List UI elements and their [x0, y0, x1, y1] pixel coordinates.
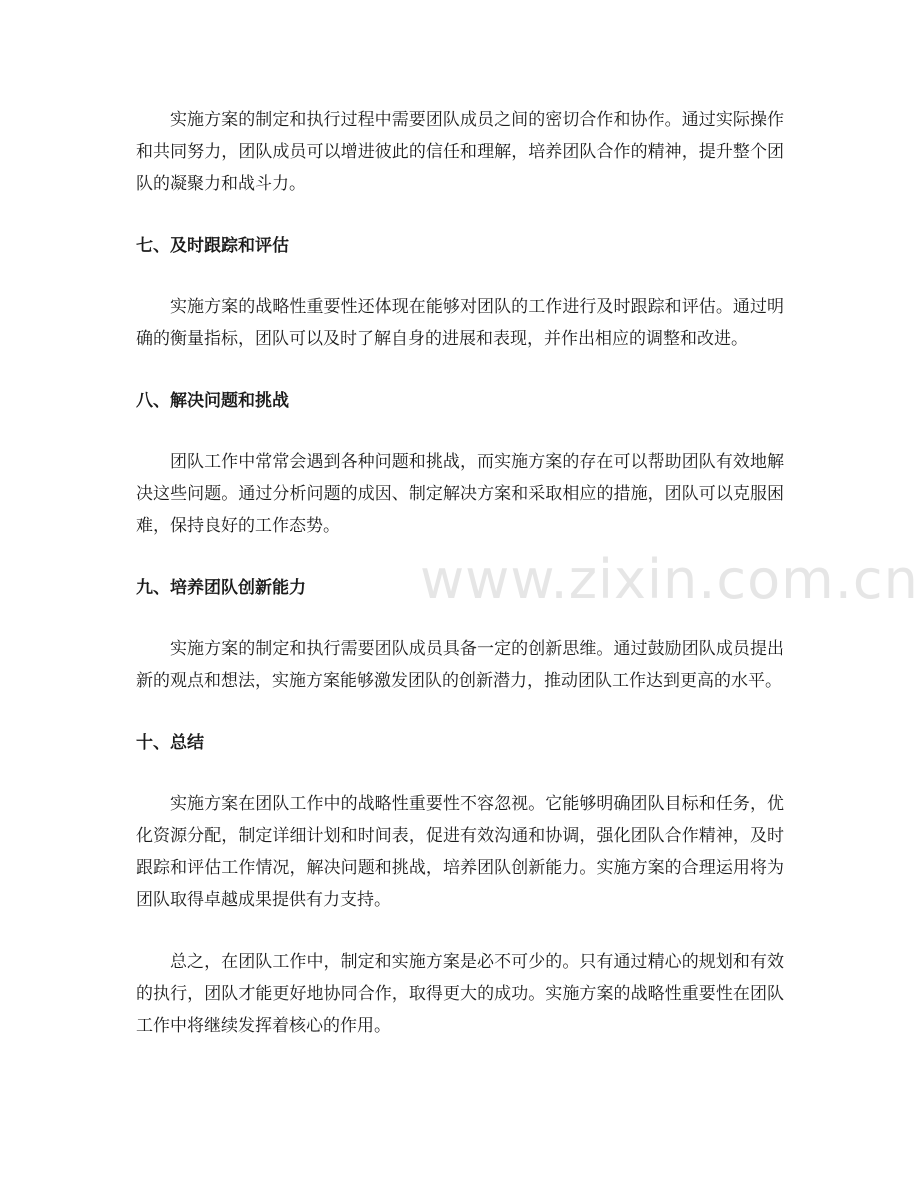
section-heading-8: 八、解决问题和挑战	[136, 391, 289, 411]
spacer	[136, 262, 784, 291]
spacer	[136, 355, 784, 385]
section-heading-9: 九、培养团队创新能力	[136, 578, 306, 598]
section-heading-7: 七、及时跟踪和评估	[136, 236, 289, 256]
document-body	[136, 104, 784, 1042]
paragraph-summary: 实施方案在团队工作中的战略性重要性不容忽视。它能够明确团队目标和任务，优化资源分配，制定详细计划和时间表，促进有效沟通和协调，强化团队合作精神，及时跟踪和评估工作情况，解决问题和挑战，培养团队创新能力。实施方案的合理运用将为团队取得卓越成果提供有力支持。	[136, 794, 784, 910]
paragraph-tracking-evaluation: 实施方案的战略性重要性还体现在能够对团队的工作进行及时跟踪和评估。通过明确的衡量指标，团队可以及时了解自身的进展和表现，并作出相应的调整和改进。	[136, 297, 784, 349]
paragraph-teamwork-cooperation: 实施方案的制定和执行过程中需要团队成员之间的密切合作和协作。通过实际操作和共同努力，团队成员可以增进彼此的信任和理解，培养团队合作的精神，提升整个团队的凝聚力和战斗力。	[136, 110, 784, 194]
paragraph-innovation: 实施方案的制定和执行需要团队成员具备一定的创新思维。通过鼓励团队成员提出新的观点和想法，实施方案能够激发团队的创新潜力，推动团队工作达到更高的水平。	[136, 639, 784, 691]
watermark-text: www.zixin.com.cn	[420, 548, 919, 611]
spacer	[136, 759, 784, 788]
spacer	[136, 200, 784, 230]
spacer	[136, 916, 784, 946]
section-heading-10: 十、总结	[136, 733, 204, 753]
paragraph-conclusion: 总之，在团队工作中，制定和实施方案是必不可少的。只有通过精心的规划和有效的执行，团队才能更好地协同合作，取得更大的成功。实施方案的战略性重要性在团队工作中将继续发挥着核心的作用。	[136, 952, 784, 1036]
spacer	[136, 417, 784, 446]
spacer	[136, 697, 784, 727]
spacer	[136, 604, 784, 633]
spacer	[136, 542, 784, 572]
paragraph-problem-solving: 团队工作中常常会遇到各种问题和挑战，而实施方案的存在可以帮助团队有效地解决这些问题。通过分析问题的成因、制定解决方案和采取相应的措施，团队可以克服困难，保持良好的工作态势。	[136, 452, 784, 536]
